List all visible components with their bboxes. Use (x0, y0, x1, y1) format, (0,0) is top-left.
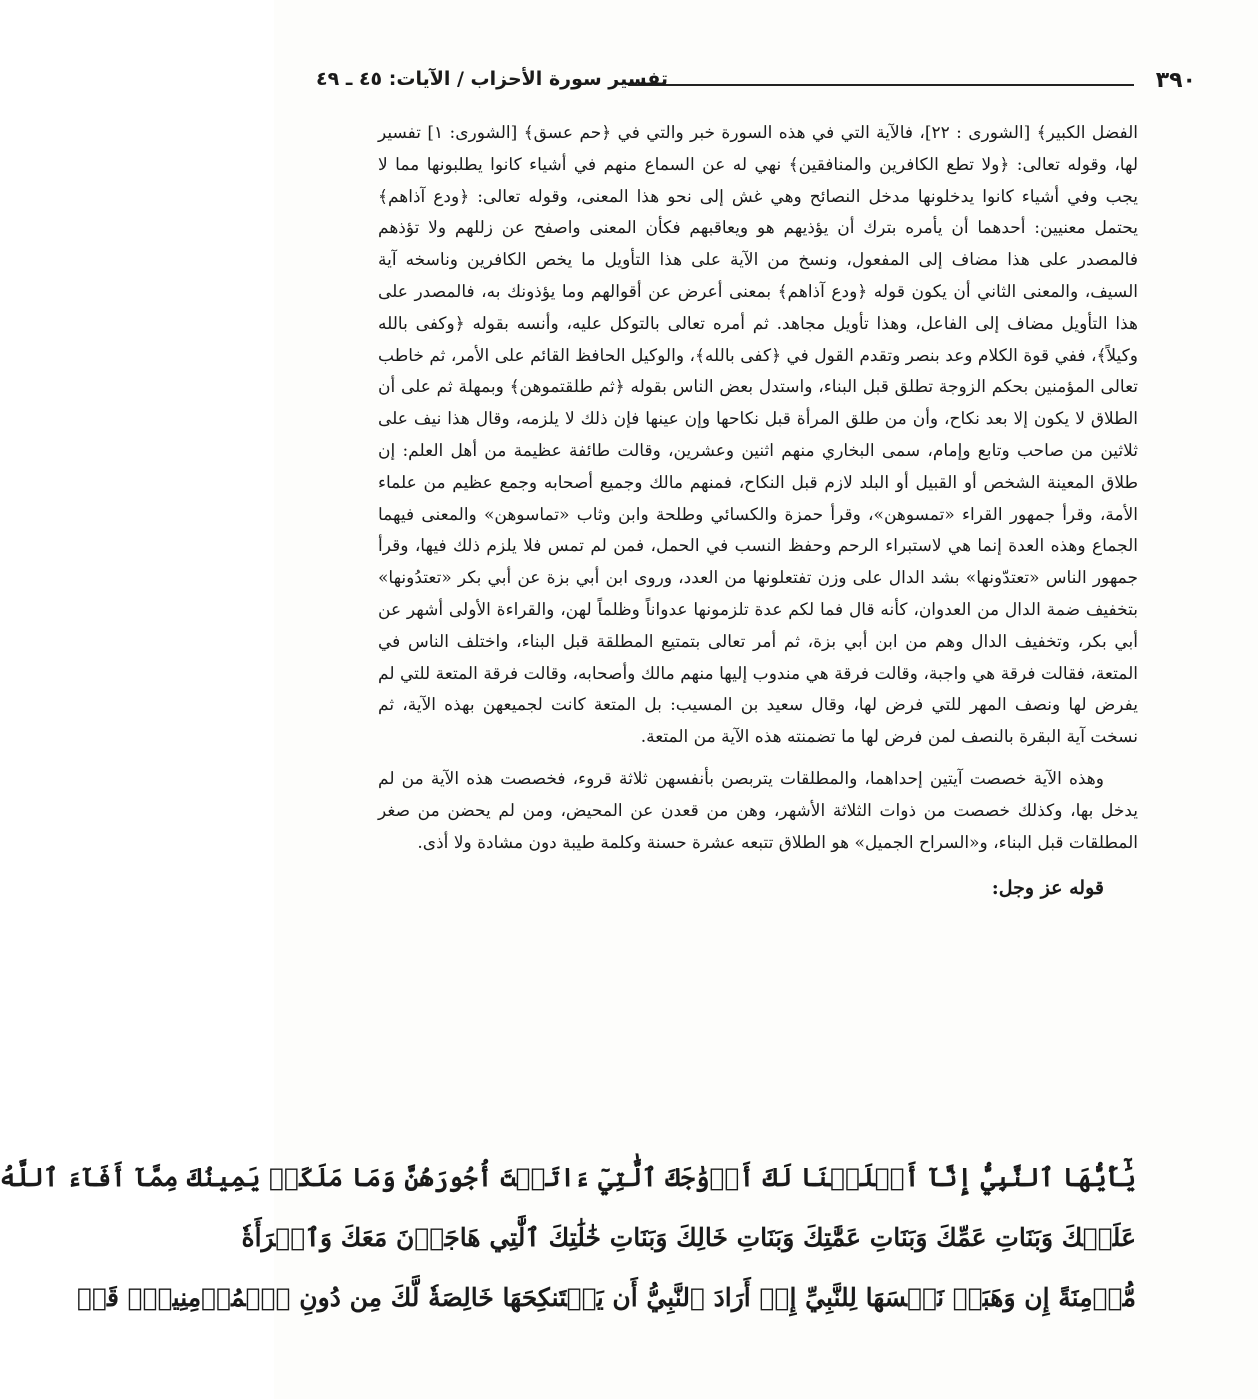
header-rule (628, 84, 1134, 86)
commentary-paragraph-1: الفضل الكبير﴾ [الشورى : ٢٢]، فالآية التي في هذه السورة خبر والتي في ﴿حم عسق﴾ [الشورى: ١] تفسير لها، وقوله تعالى: ﴿ولا تطع الكافرين والمنافقين﴾ نهي له عن السماع منهم في أشياء كانوا يطلبونها مما لا يجب وفي أشياء كانوا يدخلونها مدخل النصائح وهي غش إلى نحو هذا المعنى، وقوله تعالى: ﴿ودع آذاهم﴾ يحتمل معنيين: أحدهما أن يأمره بترك أن يؤذيهم هو ويعاقبهم فكأن المعنى واصفح عن زللهم ولا تؤذهم فالمصدر على هذا مضاف إلى المفعول، ونسخ من الآية على هذا التأويل ما يخص الكافرين وناسخه آية السيف، والمعنى الثاني أن يكون قوله ﴿ودع آذاهم﴾ بمعنى أعرض عن أقوالهم وما يؤذونك به، فالمصدر على هذا التأويل مضاف إلى الفاعل، وهذا تأويل مجاهد. ثم أمره تعالى بالتوكل عليه، وأنسه بقوله ﴿وكفى بالله وكيلاً﴾، ففي قوة الكلام وعد بنصر وتقدم القول في ﴿كفى بالله﴾، والوكيل الحافظ القائم على الأمر، ثم خاطب تعالى المؤمنين بحكم الزوجة تطلق قبل البناء، واستدل بعض الناس بقوله ﴿ثم طلقتموهن﴾ وبمهلة ثم على أن الطلاق لا يكون إلا بعد نكاح، وأن من طلق المرأة قبل نكاحها وإن عينها فإن ذلك لا يلزمه، وقال هذا نيف على ثلاثين من صاحب وتابع وإمام، سمى البخاري منهم اثنين وعشرين، وقالت طائفة عظيمة من أهل العلم: إن طلاق المعينة الشخص أو القبيل أو البلد لازم قبل النكاح، فمنهم مالك وجميع أصحابه وجمع عظيم من علماء الأمة، وقرأ جمهور القراء «تمسوهن»، وقرأ حمزة والكسائي وطلحة وابن وثاب «تماسوهن» والمعنى فيهما الجماع وهذه العدة إنما هي لاستبراء الرحم وحفظ النسب في الحمل، فمن لم تمس فلا يلزم ذلك فيها، وقرأ جمهور الناس «تعتدّونها» بشد الدال على وزن تفتعلونها من العدد، وروى ابن أبي بزة عن أبي بكر «تعتدُونها» بتخفيف ضمة الدال من العدوان، كأنه قال فما لكم عدة تلزمونها عدواناً وظلماً لهن، والقراءة الأولى أشهر عن أبي بكر، وتخفيف الدال وهم من ابن أبي بزة، ثم أمر تعالى بتمتيع المطلقة قبل البناء، واختلف الناس في المتعة، فقالت فرقة هي واجبة، وقالت فرقة هي مندوب إليها منهم مالك وأصحابه، وقالت فرقة المتعة للتي لم يفرض لها ونصف المهر للتي فرض لها، وقال سعيد بن المسيب: بل المتعة كانت لجميعهن بهذه الآية، ثم نسخت آية البقرة بالنصف لمن فرض لها ما تضمنته هذه الآية من المتعة. (378, 123, 1138, 748)
quran-verse-block (0, 1148, 1136, 1328)
commentary-paragraph-2: وهذه الآية خصصت آيتين إحداهما، والمطلقات يتربصن بأنفسهن ثلاثة قروء، فخصصت هذه الآية من لم يدخل بها، وكذلك خصصت من ذوات الثلاثة الأشهر، وهن من قعدن عن المحيض، ومن لم يحضن من صغر المطلقات قبل البناء، و«السراح الجميل» هو الطلاق تتبعه عشرة حسنة وكلمة طيبة دون مشادة ولا أذى. (378, 768, 1138, 853)
verse-line-2: عَلَيۡكَ وَبَنَاتِ عَمِّكَ وَبَنَاتِ عَمَّٰتِكَ وَبَنَاتِ خَالِكَ وَبَنَاتِ خَٰلَٰتِكَ ٱلَّٰتِي هَاجَرۡنَ مَعَكَ وَٱمۡرَأَةٗ (241, 1223, 1136, 1252)
verse-intro-heading: قوله عز وجل: (991, 877, 1104, 900)
verse-line-3: مُّؤۡمِنَةً إِن وَهَبَتۡ نَفۡسَهَا لِلنَّبِيِّ إِنۡ أَرَادَ ٱلنَّبِيُّ أَن يَسۡتَنكِحَهَا خَالِصَةٗ لَّكَ مِن دُونِ ٱلۡمُؤۡمِنِينَۗ قَدۡ (76, 1283, 1136, 1312)
commentary-text (378, 118, 1138, 905)
verse-line-1: يَٰٓأَيُّهَا ٱلنَّبِيُّ إِنَّآ أَحۡلَلۡنَا لَكَ أَزۡوَٰجَكَ ٱلَّٰتِيٓ ءَاتَيۡتَ أُجُورَهُنَّ وَمَا مَلَكَتۡ يَمِينُكَ مِمَّآ أَفَآءَ ٱللَّهُ (0, 1163, 1136, 1192)
page-header (316, 62, 1196, 102)
running-title: تفسير سورة الأحزاب / الآيات: ٤٥ ـ ٤٩ (316, 68, 669, 90)
page-number: ٣٩٠ (1155, 68, 1196, 93)
